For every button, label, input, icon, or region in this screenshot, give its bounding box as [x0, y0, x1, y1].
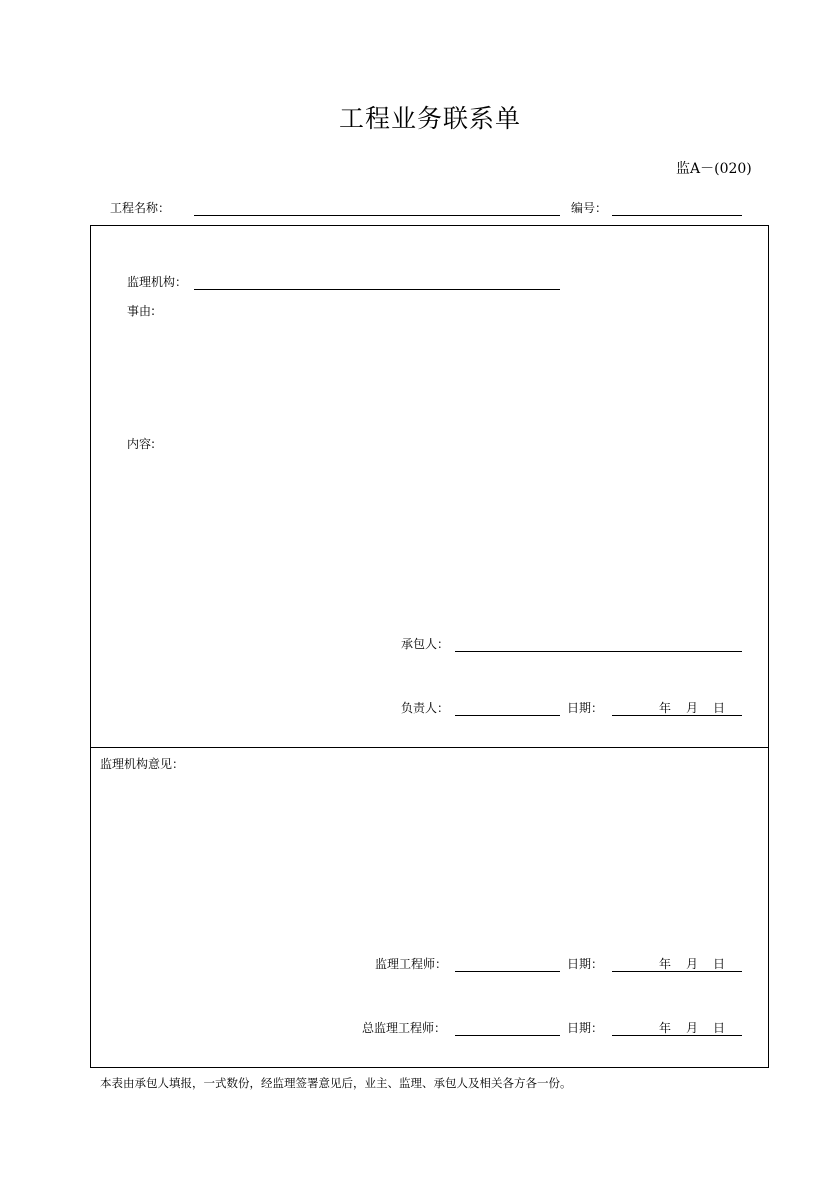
matter-label: 事由: [127, 304, 156, 318]
chief-date-month: 月 [686, 1021, 699, 1035]
chief-date-day: 日 [713, 1021, 726, 1035]
project-name-field[interactable] [194, 215, 560, 216]
supervision-org-field[interactable] [194, 289, 560, 290]
number-label: 编号： [571, 201, 608, 215]
contact-details-section [90, 225, 769, 748]
engineer-field[interactable] [455, 971, 560, 972]
date-month: 月 [686, 701, 699, 715]
date-year: 年 [659, 701, 672, 715]
content-label: 内容: [127, 437, 156, 451]
engineer-date-year: 年 [659, 957, 672, 971]
responsible-label: 负责人： [401, 701, 450, 715]
chief-engineer-label: 总监理工程师： [362, 1021, 447, 1035]
opinion-label: 监理机构意见： [100, 757, 185, 771]
date-label: 日期： [567, 701, 604, 715]
form-code: 监A－(020) [676, 161, 752, 177]
engineer-label: 监理工程师： [375, 957, 448, 971]
engineer-date-label: 日期： [567, 957, 604, 971]
chief-engineer-field[interactable] [455, 1035, 560, 1036]
form-title: 工程业务联系单 [338, 104, 521, 133]
footer-note: 本表由承包人填报，一式数份，经监理签署意见后，业主、监理、承包人及相关各方各一份。 [100, 1076, 572, 1090]
contractor-label: 承包人： [401, 637, 450, 651]
chief-date-year: 年 [659, 1021, 672, 1035]
project-name-label: 工程名称： [110, 201, 171, 215]
number-field[interactable] [612, 215, 742, 216]
date-day: 日 [713, 701, 726, 715]
responsible-field[interactable] [455, 715, 560, 716]
contractor-field[interactable] [455, 651, 742, 652]
engineer-date-day: 日 [713, 957, 726, 971]
supervision-org-label: 监理机构： [127, 275, 188, 289]
chief-date-label: 日期： [567, 1021, 604, 1035]
engineer-date-month: 月 [686, 957, 699, 971]
